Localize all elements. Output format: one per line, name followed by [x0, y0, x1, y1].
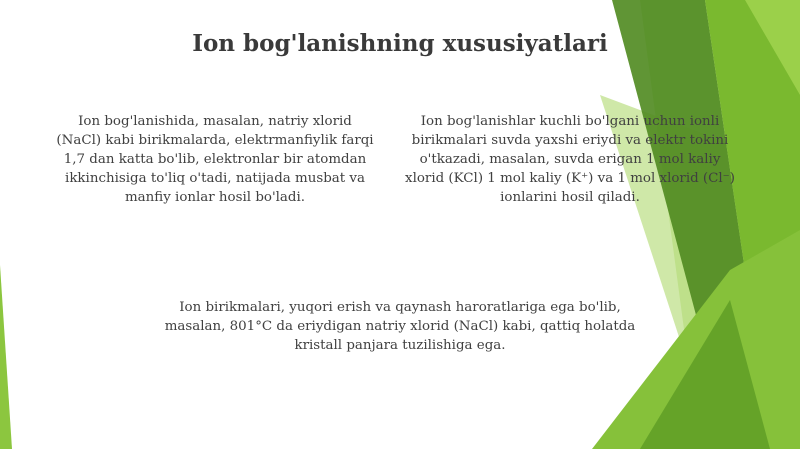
paragraph-ionic-bond-formation: Ion bog'lanishida, masalan, natriy xlorid (NaCl) kabi birikmalarda, elektrmanfiylik farqi 1,7 dan katta bo'lib, elektronlar bir atomdan ikkinchisiga to'liq o'tadi, natijada musbat va manfiy ionlar hosil bo'ladi. [56, 114, 374, 205]
paragraph-solubility-conductivity: Ion bog'lanishlar kuchli bo'lgani uchun ionli birikmalari suvda yaxshi eriydi va elektr tokini o'tkazadi, masalan, suvda erigan 1 mol kaliy xlorid (KCl) 1 mol kaliy (K⁺) va 1 mol xlorid (Cl⁻) ionlarini hosil qiladi. [405, 114, 735, 205]
paragraph-melting-crystal-lattice: Ion birikmalari, yuqori erish va qaynash haroratlariga ega bo'lib, masalan, 801°C da eriydigan natriy xlorid (NaCl) kabi, qattiq holatda kristall panjara tuzilishiga ega. [164, 300, 636, 353]
left-green-strip [0, 265, 12, 449]
slide-title: Ion bog'lanishning xususiyatlari [192, 30, 608, 57]
